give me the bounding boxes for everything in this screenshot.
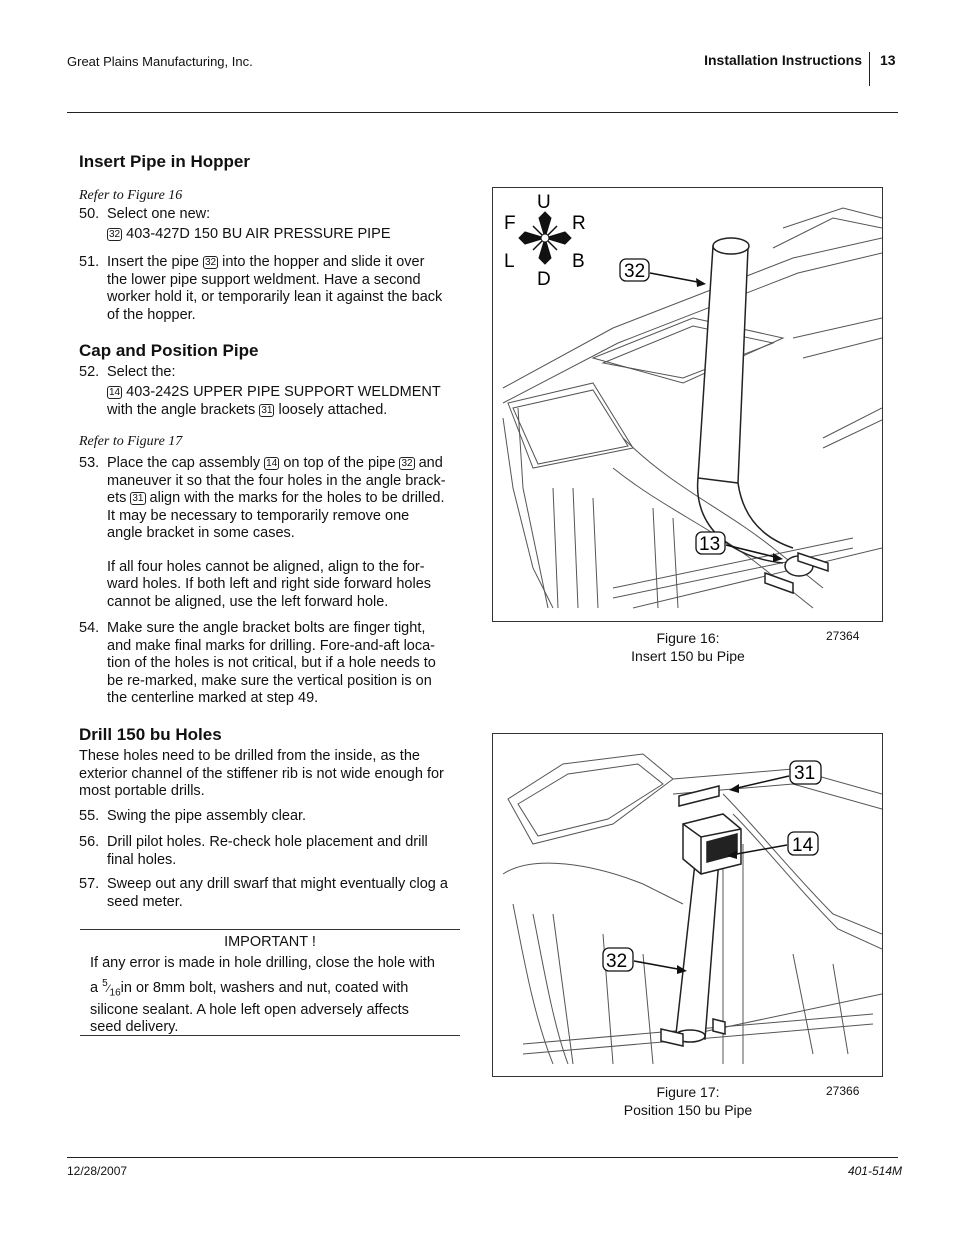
step-number: 52. bbox=[79, 364, 100, 380]
figure-reference: Refer to Figure 17 bbox=[79, 434, 183, 449]
heading-drill-holes: Drill 150 bu Holes bbox=[79, 725, 222, 744]
step-text: tion of the holes is not critical, but if a hole needs to bbox=[107, 655, 436, 671]
step-text: Select one new: bbox=[107, 206, 211, 222]
intro-paragraph bbox=[79, 748, 479, 801]
svg-text:32: 32 bbox=[624, 261, 646, 282]
step-text: Place the cap assembly bbox=[107, 455, 261, 471]
callout-number: 14 bbox=[266, 458, 278, 469]
caption-line: Position 150 bu Pipe bbox=[623, 1102, 753, 1118]
step-text: cannot be aligned, use the left forward hole. bbox=[107, 593, 389, 610]
step-text: maneuver it so that the four holes in the angle brack- bbox=[107, 472, 446, 489]
step-number: 55. bbox=[79, 808, 100, 824]
step-text: the centerline marked at step 49. bbox=[107, 690, 319, 706]
fraction-numerator: 5 bbox=[102, 977, 108, 989]
step-text: loosely attached. bbox=[278, 402, 388, 418]
svg-text:14: 14 bbox=[792, 835, 814, 856]
step-52 bbox=[107, 364, 487, 420]
header-rule bbox=[67, 112, 898, 113]
important-bottom-rule bbox=[80, 1035, 460, 1036]
important-notice: If any error is made in hole drilling, close the hole with a $^5⁄_{16}in$ or 8mm bolt, washers and nut, coated with silicone sealant. A hole left open adversely affects seed delivery. bbox=[90, 955, 465, 1037]
step-57 bbox=[107, 876, 487, 911]
pipe-support-illustration bbox=[493, 734, 882, 1076]
svg-text:31: 31 bbox=[794, 763, 816, 784]
caption-line: Figure 17: bbox=[656, 1084, 720, 1100]
callout-32 bbox=[603, 948, 687, 974]
step-text: with the angle brackets bbox=[107, 402, 256, 418]
figure-16-drawing bbox=[492, 187, 883, 622]
callout-number: 14 bbox=[109, 386, 121, 398]
part-line bbox=[107, 226, 391, 244]
step-54 bbox=[107, 620, 487, 708]
part-description: 403-242S UPPER PIPE SUPPORT WELDMENT bbox=[126, 383, 441, 400]
company-name: Great Plains Manufacturing, Inc. bbox=[67, 54, 253, 69]
step-53 bbox=[107, 455, 487, 611]
section-title: Installation Instructions bbox=[704, 52, 862, 68]
compass-left: L bbox=[504, 251, 515, 272]
step-text: ward holes. If both left and right side forward holes bbox=[107, 576, 432, 592]
notice-line: in or 8mm bolt, washers and nut, coated with bbox=[120, 979, 409, 996]
step-number: 50. bbox=[79, 206, 100, 222]
part-description: 403-427D 150 BU AIR PRESSURE PIPE bbox=[126, 226, 391, 242]
header-divider bbox=[869, 52, 870, 86]
compass-front: F bbox=[504, 213, 516, 234]
callout-number: 31 bbox=[261, 405, 273, 416]
footer-rule bbox=[67, 1157, 898, 1158]
notice-line: If any error is made in hole drilling, close the hole with bbox=[90, 955, 435, 971]
step-text: and make final marks for drilling. Fore-and-aft loca- bbox=[107, 637, 435, 654]
step-text: be re-marked, make sure the vertical position is on bbox=[107, 672, 432, 689]
caption-line: Insert 150 bu Pipe bbox=[631, 648, 745, 664]
callout-number: 31 bbox=[132, 493, 144, 504]
step-number: 57. bbox=[79, 876, 100, 892]
page-number: 13 bbox=[880, 52, 896, 68]
important-top-rule bbox=[80, 929, 460, 930]
orientation-compass bbox=[519, 212, 571, 264]
figure-16-number: 27364 bbox=[826, 629, 860, 643]
fraction-denominator: 16 bbox=[109, 987, 121, 999]
step-text: worker hold it, or temporarily lean it against the back bbox=[107, 289, 443, 305]
step-text: seed meter. bbox=[107, 893, 183, 910]
figure-17-caption bbox=[588, 1083, 788, 1119]
step-number: 56. bbox=[79, 834, 100, 850]
step-text: on top of the pipe bbox=[283, 455, 396, 471]
step-text: Make sure the angle bracket bolts are finger tight, bbox=[107, 620, 426, 636]
step-text: and bbox=[418, 455, 443, 471]
important-title: IMPORTANT ! bbox=[224, 934, 316, 950]
figure-17-number: 27366 bbox=[826, 1084, 860, 1098]
step-56 bbox=[107, 834, 487, 869]
step-text: ets bbox=[107, 490, 127, 506]
callout-32 bbox=[620, 259, 706, 287]
compass-down: D bbox=[537, 269, 551, 290]
compass-back: B bbox=[572, 251, 585, 272]
step-text: Drill pilot holes. Re-check hole placement and drill bbox=[107, 834, 428, 850]
callout-number: 32 bbox=[109, 229, 121, 240]
paragraph-line: These holes need to be drilled from the inside, as the bbox=[79, 748, 420, 764]
step-55-text: Swing the pipe assembly clear. bbox=[107, 808, 307, 824]
step-text: the lower pipe support weldment. Have a second bbox=[107, 271, 421, 288]
step-text: of the hopper. bbox=[107, 306, 196, 323]
callout-number: 32 bbox=[204, 257, 217, 268]
footer-doc-number: 401-514M bbox=[847, 1164, 902, 1178]
step-text: It may be necessary to temporarily remove one bbox=[107, 507, 410, 524]
step-text: Insert the pipe bbox=[107, 254, 199, 270]
heading-insert-pipe: Insert Pipe in Hopper bbox=[79, 152, 250, 171]
compass-rear: R bbox=[572, 213, 586, 234]
compass-up: U bbox=[537, 192, 551, 213]
paragraph-line: most portable drills. bbox=[79, 783, 205, 799]
step-text: into the hopper and slide it over bbox=[222, 254, 425, 270]
svg-text:13: 13 bbox=[699, 534, 721, 555]
step-text: final holes. bbox=[107, 851, 177, 868]
step-number: 51. bbox=[79, 254, 100, 270]
footer-date: 12/28/2007 bbox=[67, 1164, 128, 1178]
svg-text:32: 32 bbox=[606, 951, 628, 972]
paragraph-line: exterior channel of the stiffener rib is not wide enough for bbox=[79, 765, 444, 782]
step-text: Select the: bbox=[107, 364, 176, 380]
heading-cap-position: Cap and Position Pipe bbox=[79, 341, 259, 360]
caption-line: Figure 16: bbox=[656, 630, 720, 646]
step-number: 54. bbox=[79, 620, 100, 636]
figure-reference: Refer to Figure 16 bbox=[79, 188, 183, 203]
figure-17-drawing bbox=[492, 733, 883, 1077]
callout-number: 32 bbox=[401, 458, 413, 469]
step-number: 53. bbox=[79, 455, 100, 471]
notice-line: silicone sealant. A hole left open adversely affects bbox=[90, 1001, 409, 1018]
hopper-pipe-illustration bbox=[493, 188, 882, 621]
step-51 bbox=[107, 254, 487, 324]
step-text: align with the marks for the holes to be drilled. bbox=[149, 490, 445, 506]
step-text: angle bracket in some cases. bbox=[107, 525, 295, 541]
notice-line: a bbox=[90, 979, 99, 996]
step-text: Sweep out any drill swarf that might eventually clog a bbox=[107, 876, 448, 892]
notice-line: seed delivery. bbox=[90, 1019, 179, 1036]
figure-16-caption bbox=[588, 629, 788, 665]
step-text: If all four holes cannot be aligned, align to the for- bbox=[107, 558, 425, 575]
